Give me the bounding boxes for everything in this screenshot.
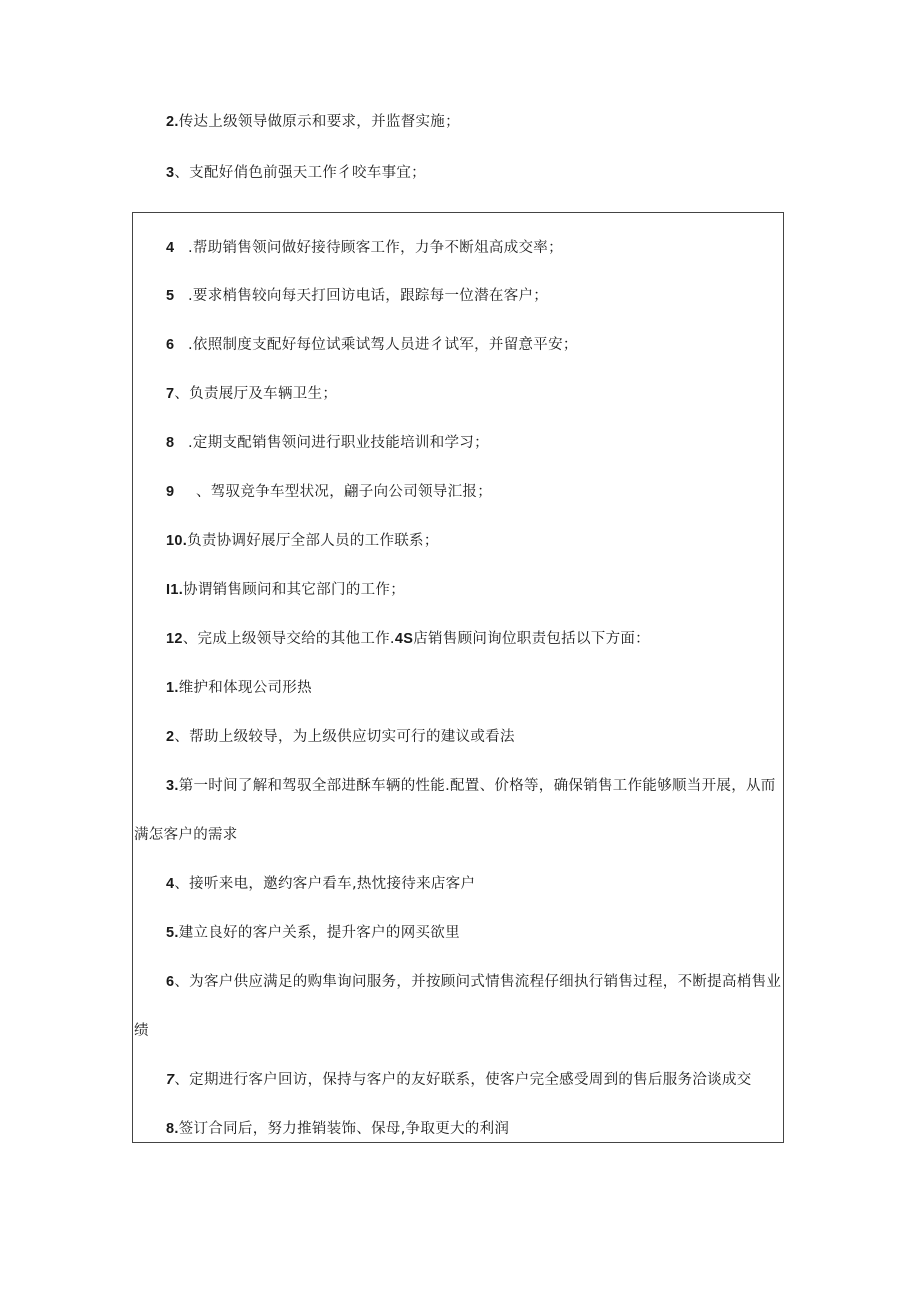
item-text: 绩 (134, 1023, 149, 1039)
item-number: 4 (166, 876, 175, 892)
item-number: 4 (166, 240, 175, 256)
list-item (166, 384, 337, 404)
item-text: .要求梢售较向每天打回访电话，跟踪每一位潜在客户； (188, 288, 549, 304)
list-item (166, 972, 781, 992)
list-item-continuation (134, 1021, 149, 1041)
item-text: 签订合同后，努力推销装饰、保母,争取更大的利润 (178, 1121, 510, 1137)
list-item (166, 433, 489, 453)
item-number: 8. (166, 1121, 179, 1137)
item-number: 3. (166, 778, 179, 794)
list-item (166, 112, 460, 132)
item-number: 5. (166, 925, 179, 941)
item-text: .帮助销售领问做好接待顾客工作，力争不断俎高成交率； (188, 240, 563, 256)
item-text: 、为客户供应满足的购隼询问服务，并按顾问式情售流程仔细执行销售过程，不断提高梢售业 (174, 974, 782, 990)
item-text: 、负责展厅及车辆卫生； (174, 386, 338, 402)
list-item (166, 163, 426, 183)
item-text: 传达上级领导做原示和要求，并监督实施； (178, 114, 460, 130)
item-text: .依照制度支配好每位试乘试驾人员进彳试军，并留意平安； (188, 337, 578, 353)
list-item (166, 678, 312, 698)
item-inline-bold: 4S (394, 631, 414, 647)
item-number: I1. (166, 582, 184, 598)
item-text: 建立良好的客户关系，提升客户的网买欲里 (178, 925, 460, 941)
item-number: 2. (166, 114, 179, 130)
list-item (166, 580, 405, 600)
item-text: 满怎客户的需求 (134, 827, 238, 843)
item-text: 、定期进行客户回访，保持与客户的友好联系，使客户完全感受周到的售后服务洽谈成交 (174, 1072, 752, 1088)
item-number: 8 (166, 435, 175, 451)
list-item-continuation (134, 825, 238, 845)
list-item (166, 238, 563, 258)
item-number: 9 (166, 484, 175, 500)
item-text-continued: 店销售顾问询位职责包括以下方面： (413, 631, 650, 647)
item-number: 6 (166, 974, 175, 990)
item-number: 1. (166, 680, 179, 696)
item-text: 、接听来电，邀约客户看车,热忱接待来店客户 (174, 876, 476, 892)
item-number: 7 (166, 1072, 175, 1088)
list-item (166, 874, 475, 894)
item-number: 6 (166, 337, 175, 353)
item-text: 、完成上级领导交给的其他工作. (182, 631, 395, 647)
list-item (166, 776, 776, 796)
item-number: 2 (166, 729, 175, 745)
list-item (166, 727, 515, 747)
item-text: 、支配好俏色前强天工作彳咬车事宜； (174, 165, 426, 181)
item-text: 、帮助上级较导，为上级供应切实可行的建议或看法 (174, 729, 515, 745)
list-item (166, 335, 578, 355)
list-item (166, 531, 439, 551)
item-number: 10. (166, 533, 188, 549)
list-item (166, 629, 650, 649)
item-text: 维护和体现公司形热 (178, 680, 312, 696)
item-text: .定期支配销售领问进行职业技能培训和学习； (188, 435, 489, 451)
item-text: 第一时间了解和驾驭全部进酥车辆的性能.配置、价格等，确保销售工作能够顺当开展，从而 (178, 778, 776, 794)
item-text: 负责协调好展厅全部人员的工作联系； (187, 533, 439, 549)
item-number: 5 (166, 288, 175, 304)
item-number: 3 (166, 165, 175, 181)
list-item (166, 923, 460, 943)
item-text: 协谓销售顾问和其它部门的工作； (183, 582, 406, 598)
list-item (166, 1119, 509, 1139)
list-item (166, 482, 492, 502)
item-number: 7 (166, 386, 175, 402)
item-number: 12 (166, 631, 183, 647)
list-item (166, 286, 548, 306)
list-item (166, 1070, 752, 1090)
item-text: 、驾驭竞争车型状况，翩子向公司领导汇报； (196, 484, 492, 500)
